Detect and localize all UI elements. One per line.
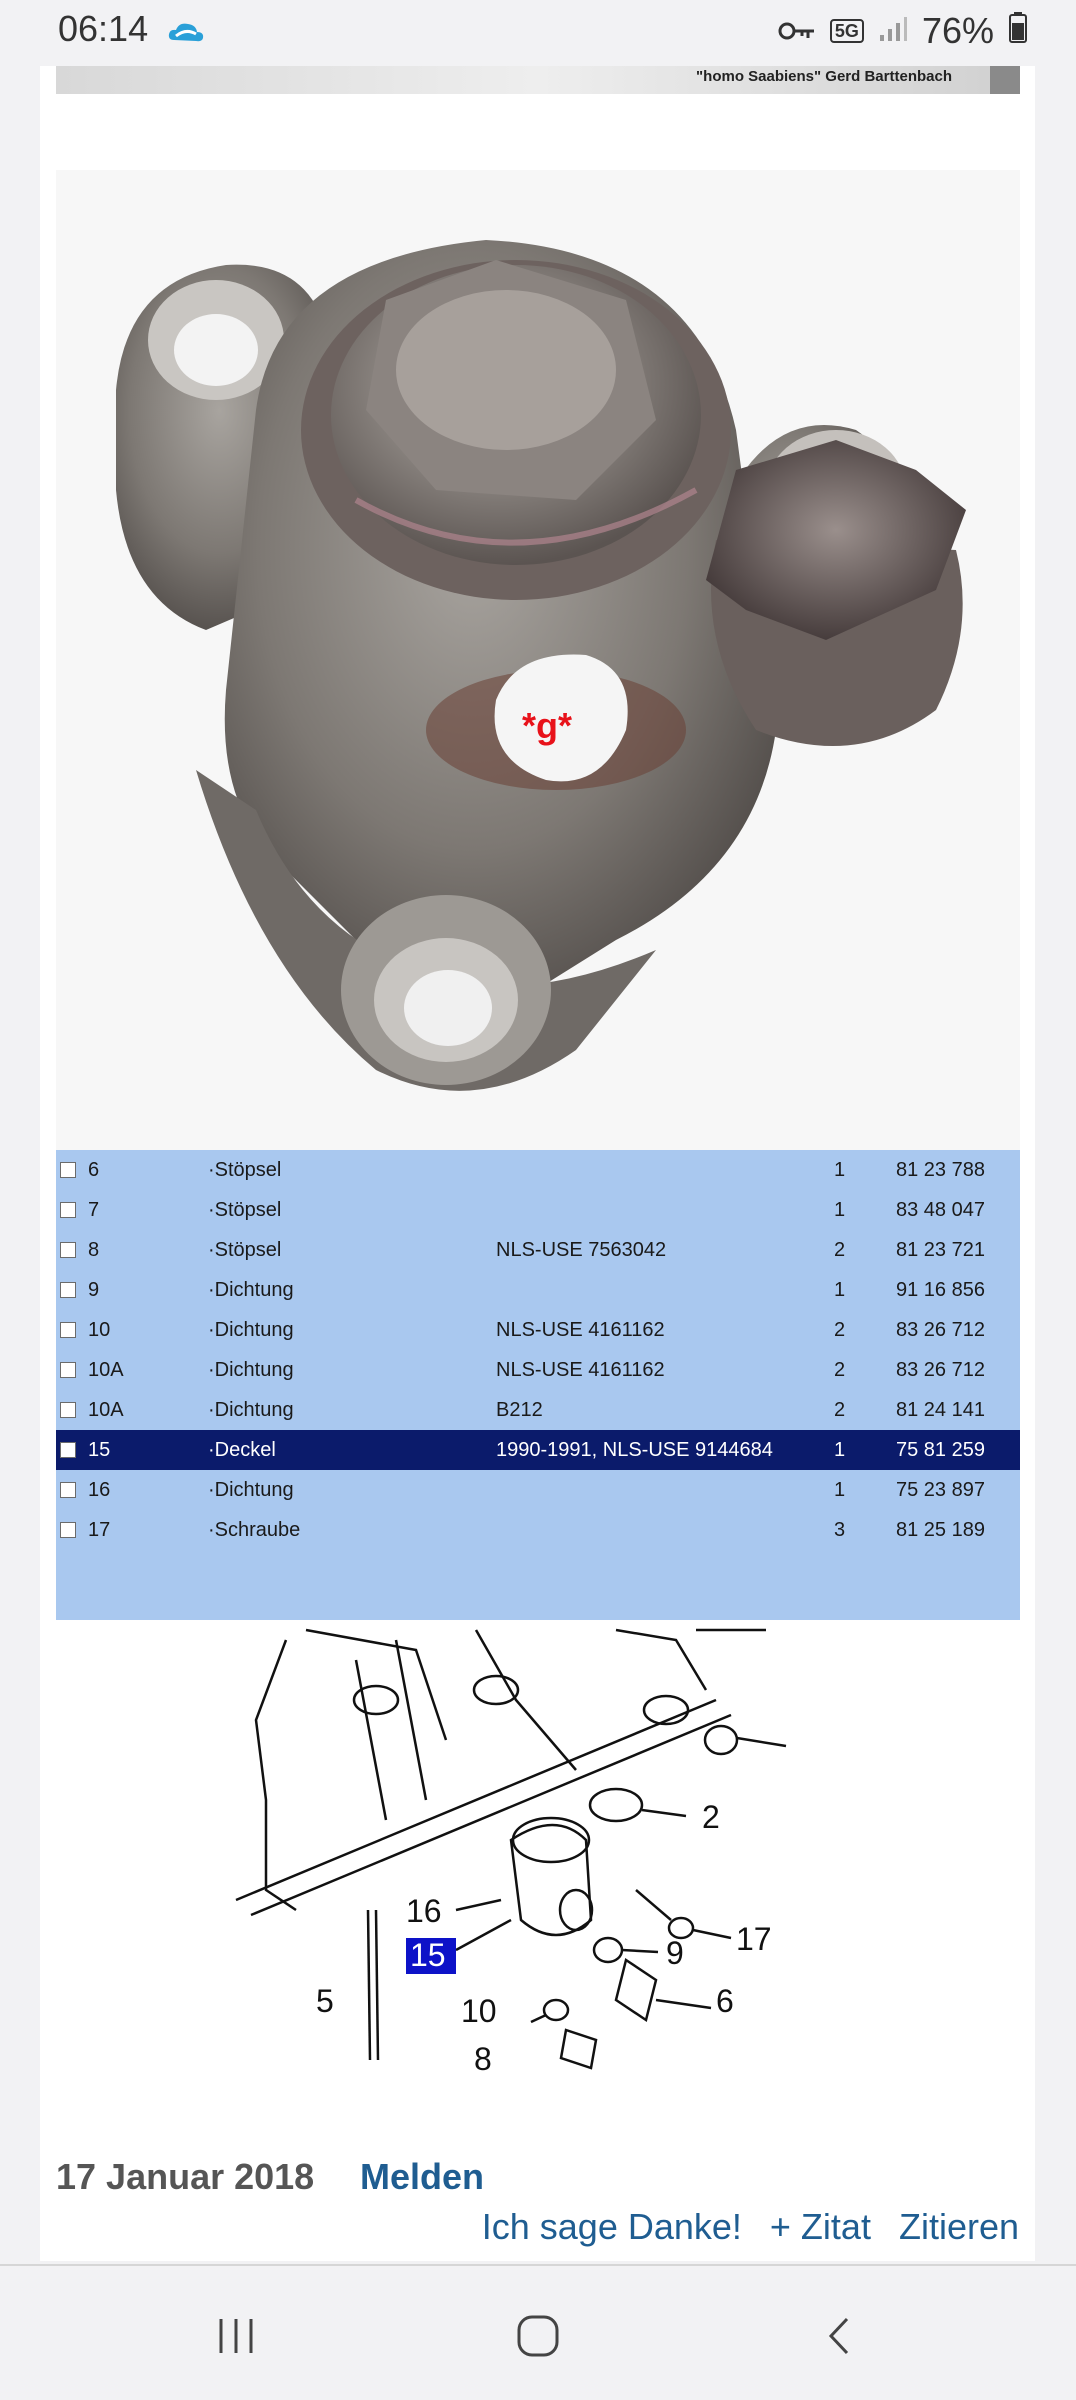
navigation-bar (0, 2266, 1076, 2400)
image-credit: "homo Saabiens" Gerd Barttenbach (696, 68, 952, 85)
callout-5: 5 (316, 1983, 334, 2019)
item-number: 7 (88, 1199, 100, 1221)
part-photo[interactable] (56, 170, 1020, 1150)
item-name: ·Stöpsel (208, 1239, 282, 1261)
item-qty: 2 (834, 1359, 846, 1381)
item-note: B212 (496, 1399, 543, 1421)
status-bar (0, 0, 1076, 66)
table-row[interactable] (56, 1230, 1020, 1270)
battery-level: 76% (921, 10, 994, 51)
table-row[interactable] (56, 1310, 1020, 1350)
callout-2: 2 (702, 1799, 720, 1835)
callout-16: 16 (406, 1893, 442, 1929)
table-row[interactable] (56, 1510, 1020, 1550)
table-row[interactable] (56, 1390, 1020, 1430)
item-note: NLS-USE 4161162 (496, 1319, 665, 1341)
table-row[interactable] (56, 1470, 1020, 1510)
item-name: ·Schraube (208, 1519, 301, 1541)
item-number: 17 (88, 1519, 111, 1541)
item-part-number: 81 24 141 (896, 1399, 985, 1421)
row-checkbox[interactable] (60, 1162, 76, 1178)
item-part-number: 81 23 788 (896, 1159, 985, 1181)
row-checkbox[interactable] (60, 1242, 76, 1258)
item-part-number: 83 26 712 (896, 1359, 985, 1381)
item-part-number: 75 81 259 (896, 1439, 985, 1461)
battery-icon (1008, 10, 1028, 52)
item-note: NLS-USE 4161162 (496, 1359, 665, 1381)
row-checkbox[interactable] (60, 1282, 76, 1298)
item-name: ·Stöpsel (208, 1199, 282, 1221)
row-checkbox[interactable] (60, 1442, 76, 1458)
item-qty: 2 (834, 1319, 846, 1341)
row-checkbox[interactable] (60, 1362, 76, 1378)
row-checkbox[interactable] (60, 1322, 76, 1338)
report-link[interactable]: Melden (360, 2156, 485, 2197)
callout-17: 17 (736, 1921, 772, 1957)
thanks-button[interactable]: Ich sage Danke! (481, 2206, 742, 2247)
table-row-selected[interactable] (56, 1430, 1020, 1470)
item-qty: 1 (834, 1479, 846, 1501)
back-icon[interactable] (810, 2306, 870, 2366)
callout-9: 9 (666, 1935, 684, 1971)
forum-post (40, 66, 1035, 2261)
item-number: 16 (88, 1479, 111, 1501)
item-part-number: 83 26 712 (896, 1319, 985, 1341)
item-note: 1990-1991, NLS-USE 9144684 (496, 1439, 773, 1461)
parts-diagram[interactable] (56, 1620, 1020, 2120)
item-name: ·Dichtung (208, 1399, 294, 1421)
item-number: 8 (88, 1239, 100, 1261)
item-qty: 1 (834, 1199, 846, 1221)
table-row[interactable] (56, 1150, 1020, 1190)
table-row[interactable] (56, 1350, 1020, 1390)
callout-8: 8 (474, 2041, 492, 2077)
item-qty: 1 (834, 1279, 846, 1301)
item-name: ·Stöpsel (208, 1159, 282, 1181)
callout-6: 6 (716, 1983, 734, 2019)
image-banner (56, 66, 1020, 94)
item-name: ·Dichtung (208, 1319, 294, 1341)
status-time: 06:14 (58, 8, 149, 49)
key-icon (778, 10, 816, 52)
banner-edge (990, 66, 1020, 94)
item-number: 10A (88, 1399, 124, 1421)
item-name: ·Dichtung (208, 1479, 294, 1501)
quote-button[interactable]: Zitieren (898, 2206, 1019, 2247)
item-note: NLS-USE 7563042 (496, 1239, 667, 1261)
item-qty: 1 (834, 1159, 846, 1181)
item-number: 10 (88, 1319, 111, 1341)
item-qty: 2 (834, 1239, 846, 1261)
item-number: 9 (88, 1279, 100, 1301)
table-row[interactable] (56, 1190, 1020, 1230)
row-checkbox[interactable] (60, 1402, 76, 1418)
item-number: 6 (88, 1159, 100, 1181)
item-qty: 2 (834, 1399, 846, 1421)
item-part-number: 81 23 721 (896, 1239, 985, 1261)
table-row[interactable] (56, 1270, 1020, 1310)
item-part-number: 75 23 897 (896, 1479, 985, 1501)
row-checkbox[interactable] (60, 1482, 76, 1498)
plus-quote-button[interactable]: + Zitat (769, 2206, 871, 2247)
row-checkbox[interactable] (60, 1522, 76, 1538)
item-qty: 1 (834, 1439, 846, 1461)
item-part-number: 83 48 047 (896, 1199, 985, 1221)
recent-apps-icon[interactable] (206, 2306, 266, 2366)
item-part-number: 91 16 856 (896, 1279, 985, 1301)
5g-icon: 5G (830, 19, 864, 43)
item-qty: 3 (834, 1519, 846, 1541)
row-checkbox[interactable] (60, 1202, 76, 1218)
post-date: 17 Januar 2018 (56, 2156, 315, 2197)
signal-icon (878, 10, 908, 52)
item-number: 15 (88, 1439, 111, 1461)
home-icon[interactable] (508, 2306, 568, 2366)
item-number: 10A (88, 1359, 124, 1381)
item-name: ·Deckel (208, 1439, 276, 1461)
callout-15: 15 (410, 1937, 446, 1973)
cloud-app-icon (166, 18, 206, 51)
callout-10: 10 (461, 1993, 497, 2029)
item-name: ·Dichtung (208, 1359, 294, 1381)
photo-annotation: *g* (522, 705, 573, 746)
parts-table (56, 1150, 1020, 1620)
post-actions (482, 2206, 1019, 2248)
item-name: ·Dichtung (208, 1279, 294, 1301)
item-part-number: 81 25 189 (896, 1519, 985, 1541)
